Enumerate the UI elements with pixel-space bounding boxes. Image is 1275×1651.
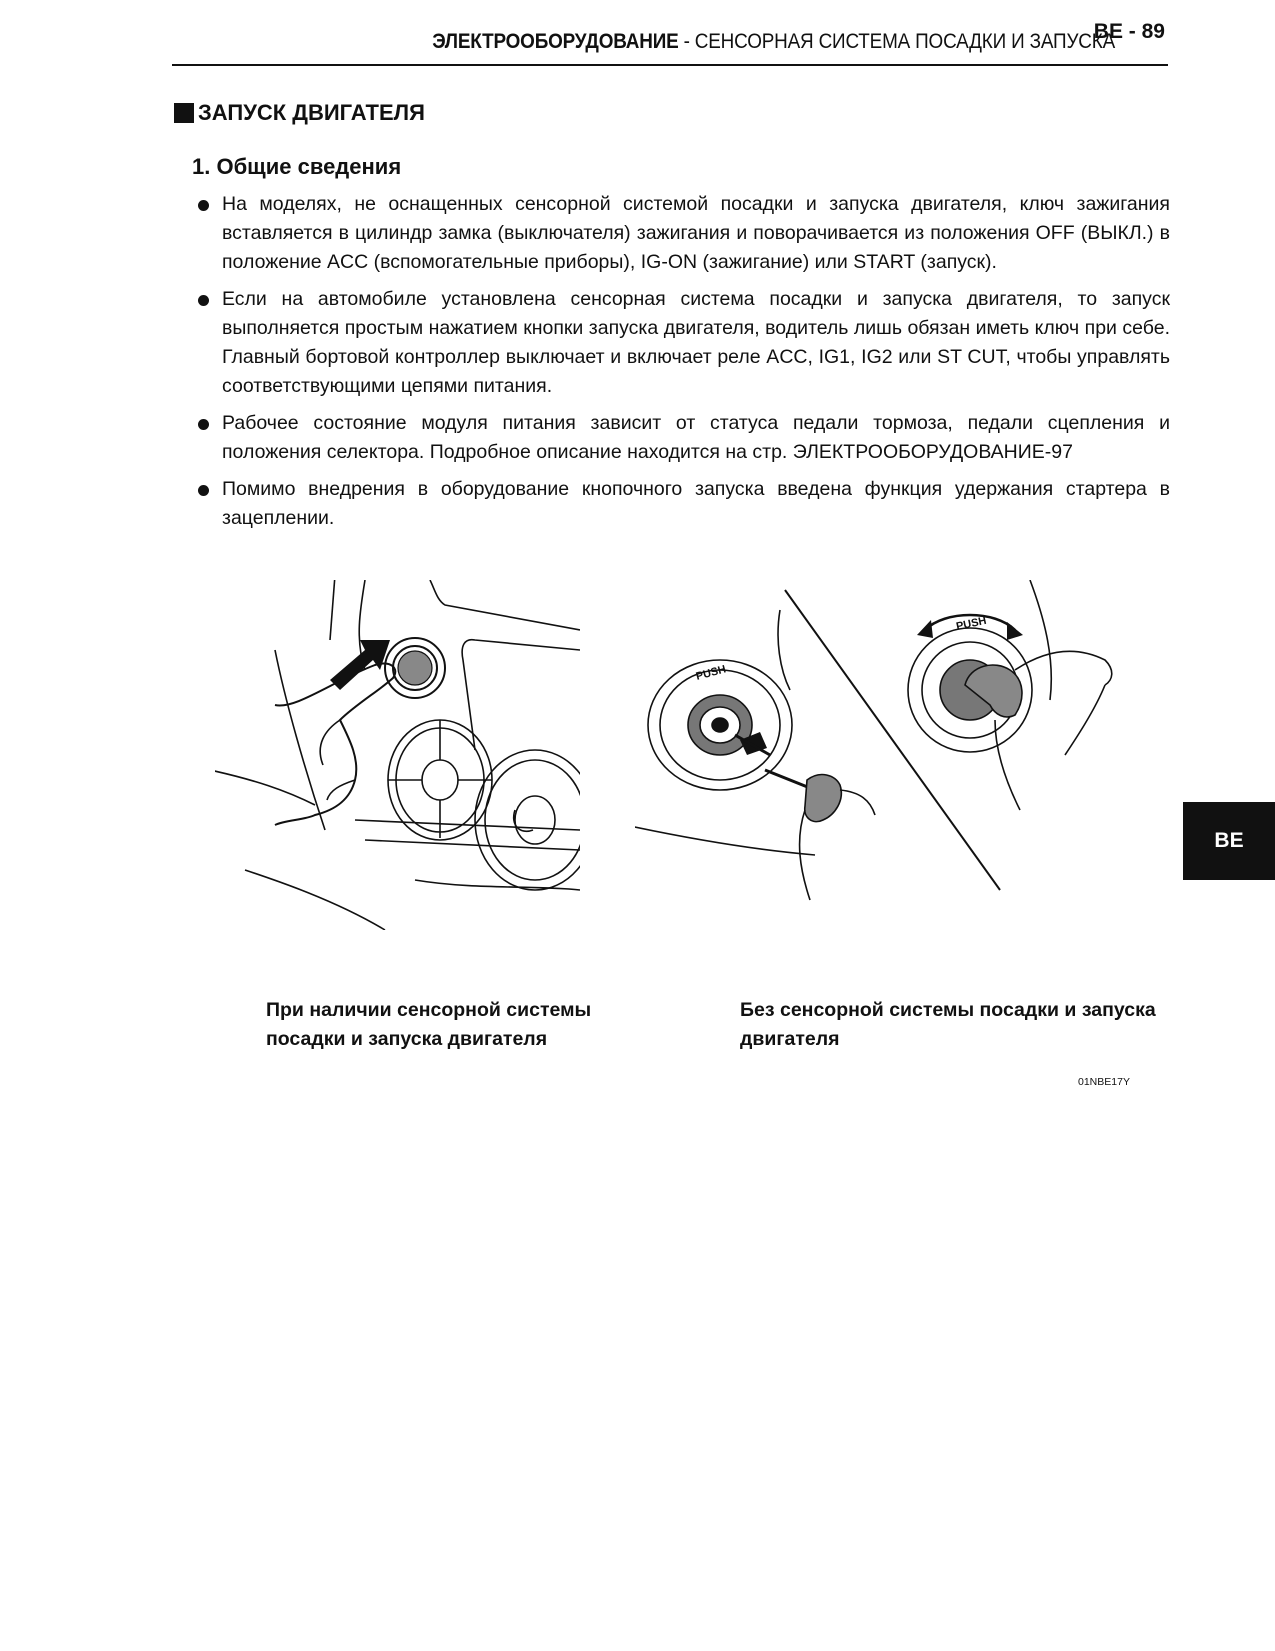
caption-without-smart-key: Без сенсорной системы посадки и запуска двигателя bbox=[740, 999, 1156, 1050]
header-divider bbox=[172, 64, 1168, 66]
section-title-text: ЗАПУСК ДВИГАТЕЛЯ bbox=[198, 100, 425, 125]
bullet-item: Помимо внедрения в оборудование кнопочного запуска введена функция удержания стартера в зацеплении. bbox=[196, 475, 1170, 533]
bullet-item: Рабочее состояние модуля питания зависит от статуса педали тормоза, педали сцепления и положения селектора. Подробное описание находится на стр. ЭЛЕКТРООБОРУДОВАНИЕ-97 bbox=[196, 409, 1170, 467]
push-label: PUSH bbox=[694, 663, 728, 683]
subsection-title: 1. Общие сведения bbox=[192, 154, 402, 179]
section-tab: BE bbox=[1183, 802, 1275, 880]
bullet-item: Если на автомобиле установлена сенсорная система посадки и запуска двигателя, то запуск выполняется простым нажатием кнопки запуска двигателя, водитель лишь обязан иметь ключ при себе. Главный бортовой контроллер выключает и включает реле ACC, IG1, IG2 или ST CUT, чтобы управлять соответствующими цепями питания. bbox=[196, 285, 1170, 401]
page-number: BE - 89 bbox=[1093, 20, 1165, 43]
push-label-2: PUSH bbox=[955, 614, 988, 633]
bullet-list bbox=[196, 190, 1170, 541]
push-start-illustration bbox=[215, 580, 580, 930]
section-title bbox=[174, 100, 425, 126]
header-title bbox=[266, 30, 1115, 54]
caption-with-smart-key: При наличии сенсорной системы посадки и запуска двигателя bbox=[266, 999, 592, 1050]
figure-code: 01NBE17Y bbox=[1078, 1076, 1130, 1088]
header-title-rest: - СЕНСОРНАЯ СИСТЕМА ПОСАДКИ И ЗАПУСКА bbox=[678, 30, 1115, 53]
header-title-bold: ЭЛЕКТРООБОРУДОВАНИЕ bbox=[432, 30, 679, 53]
key-ignition-illustration bbox=[635, 580, 1160, 930]
bullet-item: На моделях, не оснащенных сенсорной системой посадки и запуска двигателя, ключ зажигания вставляется в цилиндр замка (выключателя) зажигания и поворачивается из положения OFF (ВЫКЛ.) в положение ACC (вспомогательные приборы), IG-ON (зажигание) или START (запуск). bbox=[196, 190, 1170, 277]
section-square-icon bbox=[174, 103, 194, 123]
